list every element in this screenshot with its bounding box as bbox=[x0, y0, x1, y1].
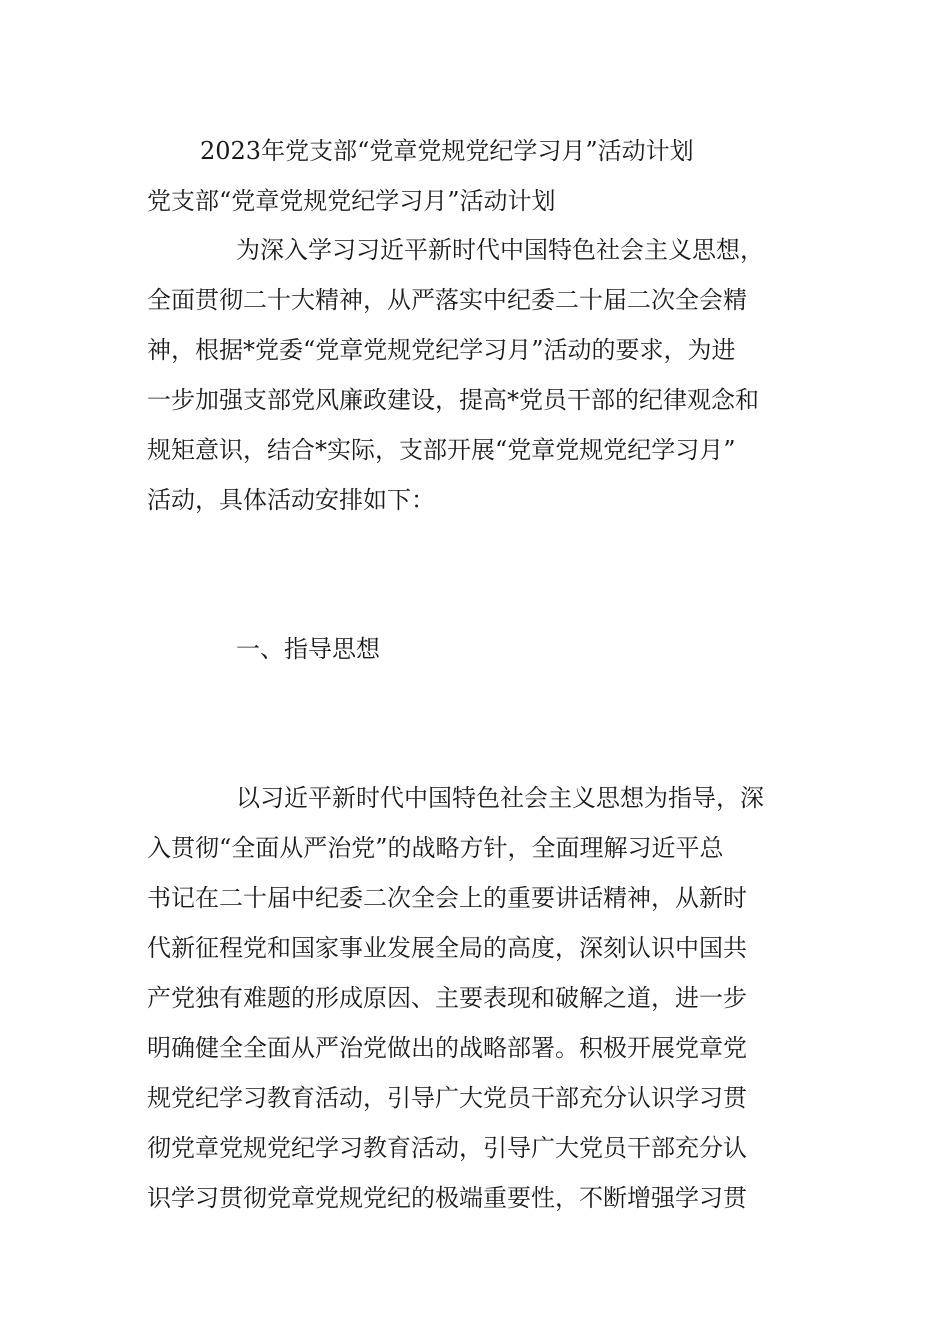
section1-line: 书记在二十届中纪委二次全会上的重要讲话精神，从新时 bbox=[147, 884, 747, 912]
intro-line: 神，根据*党委“党章党规党纪学习月”活动的要求，为进 bbox=[147, 336, 736, 364]
section1-line: 代新征程党和国家事业发展全局的高度，深刻认识中国共 bbox=[147, 934, 747, 962]
section1-line: 产党独有难题的形成原因、主要表现和破解之道，进一步 bbox=[147, 984, 747, 1012]
section1-line: 入贯彻“全面从严治党”的战略方针，全面理解习近平总 bbox=[147, 834, 724, 862]
section1-line: 明确健全全面从严治党做出的战略部署。积极开展党章党 bbox=[147, 1034, 747, 1062]
intro-line: 一步加强支部党风廉政建设，提高*党员干部的纪律观念和 bbox=[147, 386, 759, 414]
document-title: 2023年党支部“党章党规党纪学习月”活动计划 bbox=[200, 137, 694, 165]
section1-line: 规党纪学习教育活动，引导广大党员干部充分认识学习贯 bbox=[147, 1084, 747, 1112]
intro-line: 活动，具体活动安排如下： bbox=[147, 486, 435, 514]
intro-line: 全面贯彻二十大精神，从严落实中纪委二十届二次全会精 bbox=[147, 286, 747, 314]
intro-line: 为深入学习习近平新时代中国特色社会主义思想， bbox=[236, 236, 764, 264]
intro-line: 规矩意识，结合*实际，支部开展“党章党规党纪学习月” bbox=[147, 436, 736, 464]
section1-line: 以习近平新时代中国特色社会主义思想为指导，深 bbox=[236, 784, 764, 812]
document-subtitle: 党支部“党章党规党纪学习月”活动计划 bbox=[147, 187, 556, 215]
section1-line: 识学习贯彻党章党规党纪的极端重要性，不断增强学习贯 bbox=[147, 1184, 747, 1212]
section1-line: 彻党章党规党纪学习教育活动，引导广大党员干部充分认 bbox=[147, 1134, 747, 1162]
section-heading: 一、指导思想 bbox=[236, 635, 380, 663]
